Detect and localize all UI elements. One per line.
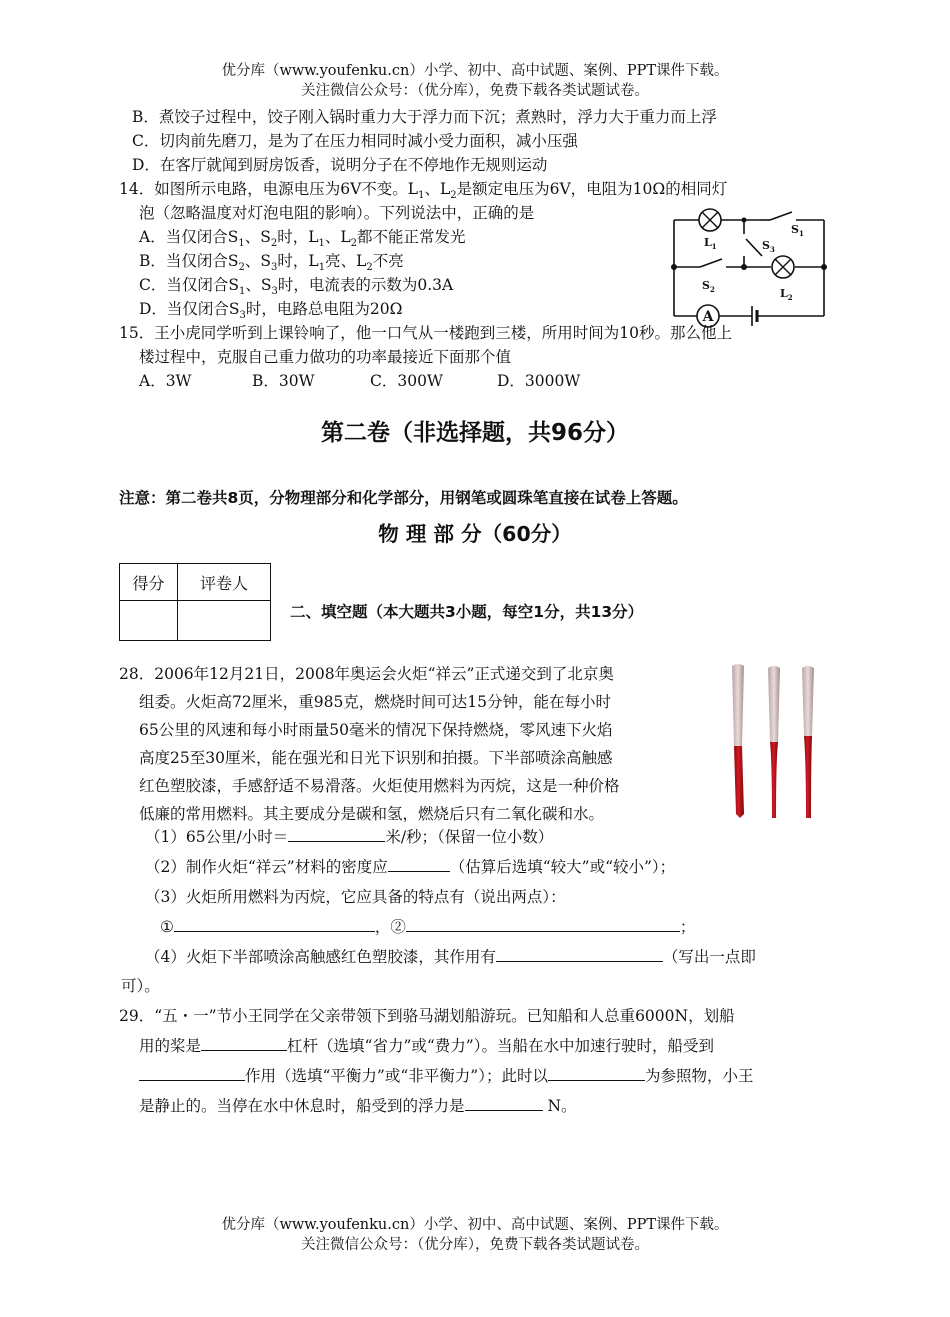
score-table: [119, 563, 271, 641]
torch-middle: [768, 666, 780, 818]
torch-left: [732, 664, 744, 818]
grader-header: 评卷人: [178, 564, 271, 601]
q28-line-3: 65公里的风速和每小时雨量50毫米的情况下保持燃烧，零风速下火焰: [139, 721, 613, 739]
ammeter-label: A: [702, 309, 714, 325]
q28-sub3-answers: ① ，② ；: [160, 915, 695, 939]
q28-sub4: （4）火炬下半部喷涂高触感红色塑胶漆，其作用有 （写出一点即: [145, 945, 756, 969]
q28-line-5: 红色塑胶漆，手感舒适不易滑落。火炬使用燃料为丙烷，这是一种价格: [139, 777, 620, 795]
q28-sub3: （3）火炬所用燃料为丙烷，它应具备的特点有（说出两点）：: [145, 888, 566, 906]
torch-right: [802, 666, 814, 818]
score-header: 得分: [120, 564, 178, 601]
q28-sub2: （2）制作火炬“祥云”材料的密度应 （估算后选填“较大”或“较小”）；: [145, 855, 675, 879]
q15-stem-line-2: 楼过程中，克服自己重力做功的功率最接近下面那个值: [139, 348, 512, 366]
q28-line-1: 28．2006年12月21日，2008年奥运会火炬“祥云”正式递交到了北京奥: [119, 665, 614, 683]
q14-stem-line-1: 14．如图所示电路，电源电压为6V不变。$L_1$、$L_2$是额定电压为6V，电阻为10Ω的相同灯: [119, 180, 728, 202]
physics-title: 物 理 部 分（60分）: [378, 522, 572, 546]
q13-option-b: B．煮饺子过程中，饺子刚入锅时重力大于浮力而下沉；煮熟时，浮力大于重力而上浮: [132, 108, 717, 126]
score-cell[interactable]: [120, 601, 178, 641]
q29-line-4: 是静止的。当停在水中休息时，船受到的浮力是 N。: [139, 1094, 577, 1118]
battery-icon: [752, 306, 757, 326]
circuit-diagram: [660, 196, 840, 336]
part2-title: 第二卷（非选择题，共96分）: [320, 420, 629, 446]
label-s3: $S_3$: [762, 239, 775, 254]
q28-blank-1[interactable]: [288, 825, 385, 842]
footer-line-2: 关注微信公众号：（优分库），免费下载各类试题试卷。: [301, 1237, 649, 1253]
q29-line-1: 29．“五・一”节小王同学在父亲带领下到骆马湖划船游玩。已知船和人总重6000N，划船: [119, 1007, 735, 1025]
q14-option-d: D．当仅闭合$S_3$时，电路总电阻为20Ω: [139, 300, 403, 322]
q28-blank-3b[interactable]: [406, 915, 680, 932]
q28-blank-2[interactable]: [388, 855, 450, 872]
q13-option-d: D．在客厅就闻到厨房饭香，说明分子在不停地作无规则运动: [132, 156, 548, 174]
q29-blank-1[interactable]: [201, 1034, 287, 1051]
lamp-l2-icon: [772, 256, 794, 278]
q15-option-c: C．300W: [370, 372, 443, 390]
q28-line-6: 低廉的常用燃料。其主要成分是碳和氢，燃烧后只有二氧化碳和水。: [139, 805, 605, 823]
q28-line-4: 高度25至30厘米，能在强光和日光下识别和拍摄。下半部喷涂高触感: [139, 749, 613, 767]
q15-option-b: B．30W: [252, 372, 315, 390]
label-l2: $L_2$: [780, 287, 793, 302]
part2-note: 注意：第二卷共8页，分物理部分和化学部分，用钢笔或圆珠笔直接在试卷上答题。: [119, 489, 688, 507]
lamp-l1-icon: [699, 209, 721, 231]
torch-photo: [728, 662, 824, 822]
header-line-2: 关注微信公众号：（优分库），免费下载各类试题试卷。: [301, 83, 649, 99]
q14-option-c: C．当仅闭合$S_1$、$S_3$时，电流表的示数为0.3A: [139, 276, 454, 298]
q14-stem-line-2: 泡（忽略温度对灯泡电阻的影响）。下列说法中，正确的是: [139, 204, 535, 222]
q29-blank-3[interactable]: [548, 1064, 645, 1081]
q29-blank-4[interactable]: [465, 1094, 543, 1111]
q28-line-2: 组委。火炬高72厘米，重985克，燃烧时间可达15分钟，能在每小时: [139, 693, 612, 711]
q28-sub4-end: 可）。: [121, 977, 160, 995]
q29-line-2: 用的桨是 杠杆（选填“省力”或“费力”）。当船在水中加速行驶时，船受到: [139, 1034, 714, 1058]
q15-option-d: D．3000W: [497, 372, 581, 390]
q15-option-a: A．3W: [139, 372, 192, 390]
footer-line-1: 优分库（www.youfenku.cn）小学、初中、高中试题、案例、PPT课件下载。: [221, 1217, 729, 1233]
section2-title: 二、填空题（本大题共3小题，每空1分，共13分）: [290, 603, 644, 621]
label-s2: $S_2$: [702, 279, 715, 294]
header-line-1: 优分库（www.youfenku.cn）小学、初中、高中试题、案例、PPT课件下载。: [221, 63, 729, 79]
label-s1: $S_1$: [791, 223, 804, 238]
q15-stem-line-1: 15．王小虎同学听到上课铃响了，他一口气从一楼跑到三楼，所用时间为10秒。那么他上: [119, 324, 732, 342]
q28-blank-3a[interactable]: [174, 915, 375, 932]
q29-blank-2[interactable]: [139, 1064, 245, 1081]
q14-option-b: B．当仅闭合$S_2$、$S_3$时，$L_1$亮、$L_2$不亮: [139, 252, 404, 274]
label-l1: $L_1$: [704, 236, 717, 251]
q13-option-c: C．切肉前先磨刀，是为了在压力相同时减小受力面积，减小压强: [132, 132, 578, 150]
q29-line-3: 作用（选填“平衡力”或“非平衡力”）；此时以 为参照物，小王: [139, 1064, 753, 1088]
q28-sub1: （1）65公里/小时＝ 米/秒；（保留一位小数）: [145, 825, 553, 849]
grader-cell[interactable]: [178, 601, 271, 641]
q28-blank-4[interactable]: [496, 945, 663, 962]
q14-option-a: A．当仅闭合$S_1$、$S_2$时，$L_1$、$L_2$都不能正常发光: [139, 228, 466, 250]
